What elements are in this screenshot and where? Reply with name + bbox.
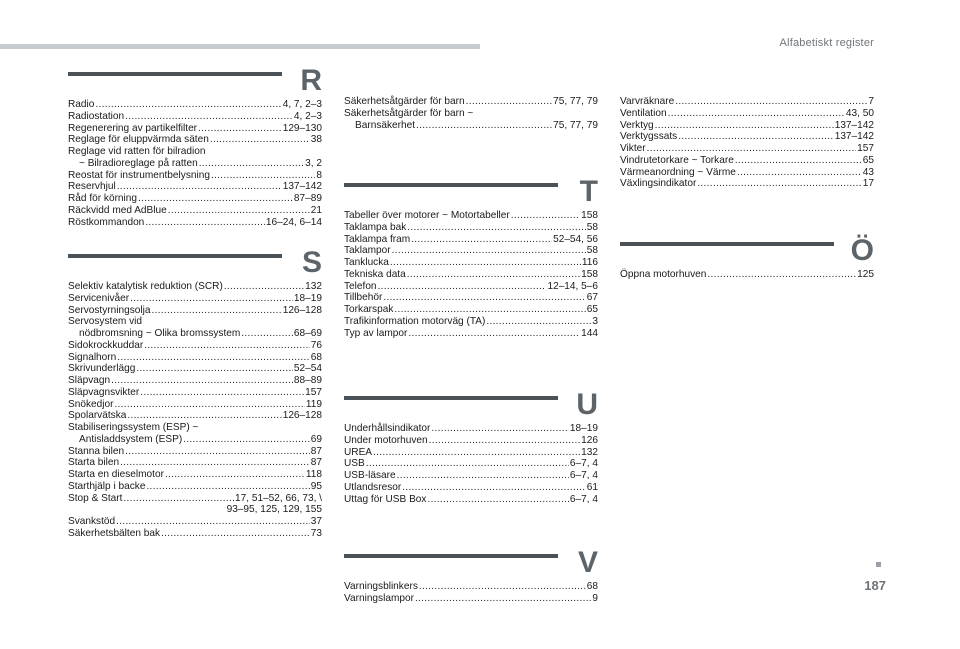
index-entry <box>620 155 874 167</box>
entry-label: Starthjälp i backe <box>68 480 146 492</box>
index-entry <box>68 293 322 305</box>
entry-label: Torkarspak <box>344 304 394 315</box>
index-entry <box>68 363 322 375</box>
index-entry <box>68 434 322 446</box>
dot-leader <box>466 96 552 108</box>
entry-label: Säkerhetsåtgärder för barn ~ <box>344 107 474 119</box>
index-entries <box>68 281 322 540</box>
entry-pages: 43 <box>862 166 874 178</box>
entry-pages: 144 <box>581 327 598 339</box>
index-entry <box>68 99 322 111</box>
entry-pages: 65 <box>862 154 874 166</box>
dot-leader <box>138 193 293 205</box>
entry-label: Tekniska data <box>344 268 406 280</box>
section-letter: R <box>300 64 322 97</box>
dot-leader <box>431 423 569 435</box>
section-rule <box>344 554 558 558</box>
entry-pages: 75, 77, 79 <box>553 119 598 131</box>
entry-pages: 76 <box>310 339 322 351</box>
entry-pages: 137–142 <box>282 181 322 193</box>
dot-leader <box>419 581 586 593</box>
index-entry <box>68 516 322 528</box>
section-rule <box>620 242 834 246</box>
entry-pages: 158 <box>581 268 598 280</box>
index-entry <box>68 457 322 469</box>
section-letter: Ö <box>850 234 874 267</box>
section-letter: V <box>577 546 598 579</box>
dot-leader <box>427 494 568 506</box>
entry-pages: 119 <box>305 398 322 410</box>
entry-label: Reservhjul <box>68 181 116 193</box>
page-header-title: Alfabetiskt register <box>779 37 874 49</box>
dot-leader <box>120 457 310 469</box>
entry-pages: 118 <box>305 469 322 480</box>
entry-label: Radio <box>68 99 95 110</box>
entry-label: USB-läsare <box>344 470 396 481</box>
entry-pages: 6–7, 4 <box>569 458 598 470</box>
entry-label: Varvräknare <box>620 96 675 107</box>
dot-leader <box>511 210 580 222</box>
entry-pages: 18–19 <box>293 292 322 304</box>
dot-leader <box>416 120 552 132</box>
entry-label: Vindrutetorkare ~ Torkare <box>620 154 734 166</box>
index-entry <box>68 316 322 328</box>
dot-leader <box>199 158 304 170</box>
dot-leader <box>210 134 310 146</box>
index-entry <box>68 181 322 193</box>
entry-pages: 158 <box>581 210 598 221</box>
dot-leader <box>125 446 310 458</box>
dot-leader <box>415 593 591 605</box>
index-entry <box>344 447 598 459</box>
index-entry <box>344 96 598 108</box>
dot-leader <box>117 181 282 193</box>
entry-label: Tillbehör <box>344 292 383 304</box>
entry-pages: 21 <box>310 204 322 216</box>
section-rule <box>68 254 282 258</box>
dot-leader <box>241 328 293 340</box>
dot-leader <box>697 178 861 190</box>
entry-label: Tabeller över motorer ~ Motortabeller <box>344 210 510 221</box>
index-entry <box>344 482 598 494</box>
entry-label: Varningsblinkers <box>344 581 418 592</box>
index-entry <box>68 504 322 516</box>
dot-leader <box>486 316 591 328</box>
entry-label: Sidokrockkuddar <box>68 339 144 351</box>
entry-pages: 116 <box>581 257 598 268</box>
dot-leader <box>183 434 310 446</box>
index-entry <box>344 108 598 120</box>
section-rule <box>344 183 558 187</box>
entry-label: Råd för körning <box>68 193 138 204</box>
index-entry <box>344 234 598 246</box>
index-entry <box>68 352 322 364</box>
entry-label: Servostyrningsolja <box>68 304 151 316</box>
entry-label: Säkerhetsbälten bak <box>68 527 161 539</box>
index-entry <box>344 581 598 593</box>
index-entry <box>68 340 322 352</box>
dot-leader <box>168 205 310 217</box>
entry-pages: 4, 7, 2–3 <box>282 99 322 110</box>
dot-leader <box>402 482 586 494</box>
entry-pages: 18–19 <box>569 423 598 434</box>
entry-label: Varningslampor <box>344 592 414 604</box>
dot-leader <box>675 96 867 108</box>
entry-label: UREA <box>344 446 373 458</box>
index-entry <box>68 281 322 293</box>
entry-label: Ventilation <box>620 107 667 119</box>
dot-leader <box>408 328 580 340</box>
dot-leader <box>198 123 282 135</box>
header-rule <box>0 44 480 49</box>
entry-label: Släpvagnsvikter <box>68 386 140 398</box>
entry-label: Taklampa bak <box>344 221 407 233</box>
index-entry <box>68 170 322 182</box>
entry-pages: 8 <box>316 169 322 181</box>
dot-leader <box>397 470 569 482</box>
dot-leader <box>394 304 585 316</box>
dot-leader <box>707 269 856 281</box>
entry-label: Uttag för USB Box <box>344 493 427 505</box>
entry-label: Taklampa fram <box>344 233 411 245</box>
dot-leader <box>165 469 305 481</box>
entry-label: Snökedjor <box>68 398 114 410</box>
index-entry <box>344 470 598 482</box>
entry-label: Reglage för eluppvärmda säten <box>68 134 209 146</box>
entry-label: Verktygssats <box>620 131 678 143</box>
index-entry <box>620 96 874 108</box>
index-entry <box>68 328 322 340</box>
index-entry <box>68 217 322 229</box>
entry-label: Stanna bilen <box>68 445 125 457</box>
section-letter: S <box>301 246 322 279</box>
index-entry <box>68 528 322 540</box>
entry-label: Släpvagn <box>68 375 111 386</box>
index-entry <box>344 257 598 269</box>
index-entry <box>344 304 598 316</box>
dot-leader <box>117 352 310 364</box>
entry-pages: 125 <box>857 269 874 280</box>
entry-label: Under motorhuven <box>344 434 428 446</box>
entry-pages: 132 <box>581 446 598 458</box>
entry-pages: 43, 50 <box>845 107 874 119</box>
index-entry <box>344 222 598 234</box>
entry-label: Verktyg <box>620 119 654 131</box>
entry-pages: 9 <box>592 592 598 604</box>
entry-label: Typ av lampor <box>344 327 408 339</box>
dot-leader <box>151 305 281 317</box>
index-entry <box>68 422 322 434</box>
entry-pages: 68 <box>310 351 322 363</box>
entry-label: Trafikinformation motorväg (TA) <box>344 315 486 327</box>
index-entry <box>620 269 874 281</box>
dot-leader <box>378 281 547 293</box>
index-entry <box>344 423 598 435</box>
entry-label: Öppna motorhuven <box>620 269 707 280</box>
dot-leader <box>737 167 862 179</box>
entry-label: Selektiv katalytisk reduktion (SCR) <box>68 281 223 292</box>
entry-pages: 132 <box>305 281 322 292</box>
dot-leader <box>95 99 281 111</box>
dot-leader <box>211 170 315 182</box>
entry-label: Röstkommandon <box>68 216 145 228</box>
entry-label: Starta en dieselmotor <box>68 469 164 480</box>
index-entry <box>68 193 322 205</box>
entry-label: Antisladdsystem (ESP) <box>79 433 183 445</box>
page-number: 187 <box>864 578 886 593</box>
dot-leader <box>161 528 310 540</box>
entry-label: Vikter <box>620 143 646 154</box>
entry-pages: 37 <box>310 516 322 527</box>
entry-pages: 157 <box>857 143 874 154</box>
index-entry <box>620 120 874 132</box>
entry-pages: 87 <box>310 445 322 457</box>
dot-leader <box>407 269 580 281</box>
entry-label: ~ Bilradioreglage på ratten <box>79 157 198 169</box>
index-entries <box>344 581 598 605</box>
entry-pages: 65 <box>586 304 598 315</box>
index-entry <box>68 375 322 387</box>
dot-leader <box>383 292 585 304</box>
dot-leader <box>392 245 586 257</box>
entry-label: Regenerering av partikelfilter <box>68 122 198 134</box>
index-entry <box>344 494 598 506</box>
entry-label: Stop & Start <box>68 492 123 504</box>
entry-label: Reglage vid ratten för bilradion <box>68 146 206 157</box>
dot-leader <box>145 217 265 229</box>
entry-label: Skrivunderlägg <box>68 363 136 375</box>
dot-leader <box>125 111 293 123</box>
index-entry <box>68 123 322 135</box>
entry-pages: 6–7, 4 <box>569 493 598 505</box>
entry-pages: 69 <box>310 433 322 445</box>
entry-label: Radiostation <box>68 110 125 122</box>
entry-label: Taklampor <box>344 245 391 257</box>
dot-leader <box>114 399 304 411</box>
dot-leader <box>655 120 834 132</box>
entry-pages: 38 <box>310 134 322 146</box>
dot-leader <box>127 410 281 422</box>
index-entry <box>620 131 874 143</box>
entry-pages: 137–142 <box>834 131 874 143</box>
entry-pages: 126 <box>581 434 598 446</box>
entry-pages: 61 <box>586 481 598 493</box>
index-entry <box>68 481 322 493</box>
entry-pages: 126–128 <box>282 304 322 316</box>
entry-pages: 58 <box>586 245 598 257</box>
entry-pages: 6–7, 4 <box>569 470 598 481</box>
index-entry <box>68 469 322 481</box>
dot-leader <box>130 293 293 305</box>
entry-pages: 73 <box>310 527 322 539</box>
index-entry <box>344 245 598 257</box>
entry-pages: 3, 2 <box>305 157 322 169</box>
entry-pages: 58 <box>586 221 598 233</box>
index-entry <box>344 328 598 340</box>
index-entry <box>68 410 322 422</box>
index-entries <box>620 96 874 190</box>
dot-leader <box>390 257 581 269</box>
entry-pages: 93–95, 125, 129, 155 <box>226 504 322 516</box>
entry-pages: 52–54 <box>293 363 322 375</box>
index-entry <box>344 120 598 132</box>
entry-pages: 157 <box>305 386 322 398</box>
index-entry <box>620 143 874 155</box>
dot-leader <box>116 516 310 528</box>
index-entry <box>68 305 322 317</box>
entry-label: Spolarvätska <box>68 410 127 422</box>
index-entry <box>68 493 322 505</box>
entry-label: Telefon <box>344 280 377 292</box>
index-entry <box>68 158 322 170</box>
index-entry <box>620 167 874 179</box>
entry-label: Signalhorn <box>68 351 117 363</box>
index-entry <box>68 111 322 123</box>
section-letter: U <box>576 388 598 421</box>
entry-pages: 87 <box>310 457 322 469</box>
index-entries <box>344 210 598 339</box>
index-entry <box>344 316 598 328</box>
dot-leader <box>373 447 580 459</box>
dot-leader <box>146 481 309 493</box>
dot-leader <box>735 155 862 167</box>
entry-label: Starta bilen <box>68 457 120 469</box>
dot-leader <box>224 281 304 293</box>
entry-pages: 95 <box>310 480 322 492</box>
index-entry <box>344 281 598 293</box>
dot-leader <box>111 375 293 387</box>
index-entry <box>344 458 598 470</box>
dot-leader <box>140 387 304 399</box>
entry-label: Svankstöd <box>68 516 116 527</box>
dot-leader <box>429 435 581 447</box>
index-entries <box>344 96 598 131</box>
entry-label: Säkerhetsåtgärder för barn <box>344 96 465 107</box>
index-entry <box>68 205 322 217</box>
entry-label: Barnsäkerhet <box>355 119 416 131</box>
dot-leader <box>136 363 293 375</box>
entry-pages: 126–128 <box>282 410 322 422</box>
dot-leader <box>144 340 310 352</box>
index-entry <box>68 399 322 411</box>
section-rule <box>68 72 282 76</box>
index-entry <box>344 593 598 605</box>
index-entry <box>344 435 598 447</box>
entry-label: Räckvidd med AdBlue <box>68 204 167 216</box>
dot-leader <box>411 234 552 246</box>
dot-leader <box>366 458 569 470</box>
index-entries <box>68 99 322 228</box>
entry-label: nödbromsning ~ Olika bromssystem <box>79 328 241 339</box>
entry-label: Servosystem vid <box>68 316 143 328</box>
entry-pages: 129–130 <box>282 122 322 134</box>
index-entries <box>344 423 598 505</box>
dot-leader <box>407 222 585 234</box>
index-entry <box>620 108 874 120</box>
entry-pages: 87–89 <box>293 193 322 204</box>
entry-pages: 7 <box>868 96 874 107</box>
dot-leader <box>668 108 845 120</box>
entry-pages: 68–69 <box>293 328 322 339</box>
index-entry <box>344 269 598 281</box>
entry-pages: 75, 77, 79 <box>553 96 598 107</box>
entry-pages: 67 <box>586 292 598 304</box>
entry-label: Reostat för instrumentbelysning <box>68 169 210 181</box>
entry-label: Stabiliseringssystem (ESP) ~ <box>68 422 199 433</box>
entry-pages: 68 <box>586 581 598 592</box>
entry-pages: 88–89 <box>293 375 322 386</box>
entry-label: USB <box>344 458 365 470</box>
entry-pages: 137–142 <box>834 119 874 131</box>
entry-pages: 52–54, 56 <box>553 233 598 245</box>
entry-label: Servicenivåer <box>68 292 130 304</box>
section-letter: T <box>579 175 598 208</box>
entry-label: Värmeanordning ~ Värme <box>620 166 736 178</box>
entry-label: Utlandsresor <box>344 481 402 493</box>
section-rule <box>344 396 558 400</box>
entry-label: Växlingsindikator <box>620 178 697 190</box>
index-entry <box>620 178 874 190</box>
entry-pages: 12–14, 5–6 <box>547 280 598 292</box>
index-entries <box>620 269 874 281</box>
index-entry <box>68 446 322 458</box>
index-entry <box>68 387 322 399</box>
index-entry <box>344 210 598 222</box>
entry-pages: 4, 2–3 <box>293 110 322 122</box>
entry-pages: 3 <box>592 315 598 327</box>
entry-label: Tanklucka <box>344 257 389 268</box>
index-entry <box>68 134 322 146</box>
entry-label: Underhållsindikator <box>344 423 431 434</box>
entry-pages: 16–24, 6–14 <box>265 216 322 228</box>
page-marker <box>876 562 881 567</box>
dot-leader <box>123 493 234 505</box>
entry-pages: 17 <box>862 178 874 190</box>
index-entry <box>344 292 598 304</box>
index-entry <box>68 146 322 158</box>
dot-leader <box>678 131 833 143</box>
entry-pages: 17, 51–52, 66, 73, \ <box>235 492 322 504</box>
dot-leader <box>647 143 857 155</box>
